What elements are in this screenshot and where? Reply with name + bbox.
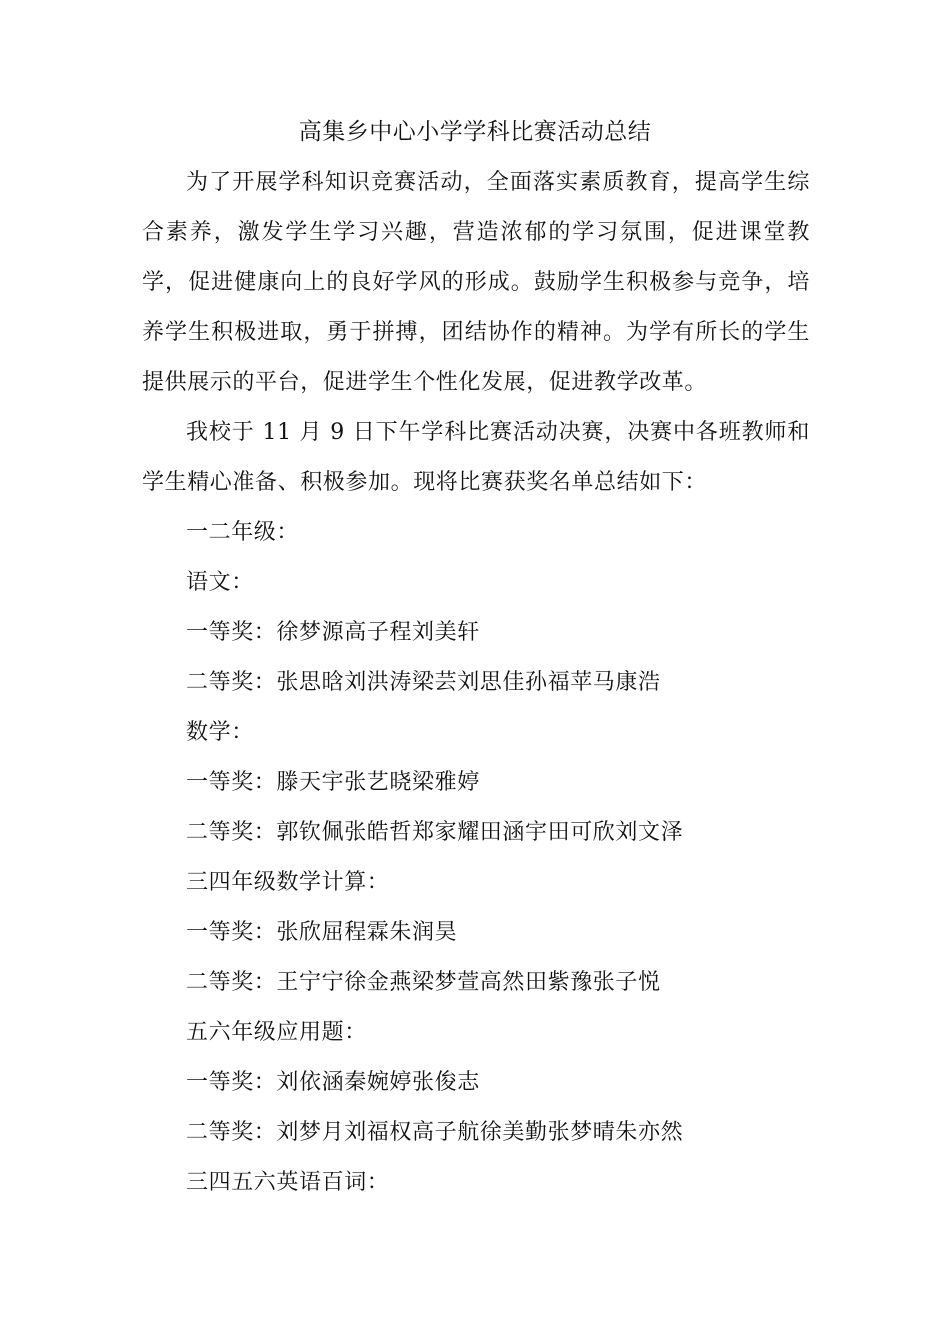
award-line: 二等奖：王宁宁徐金燕梁梦萱高然田紫豫张子悦 <box>186 970 661 995</box>
award-line: 二等奖：郭钦佩张皓哲郑家耀田涵宇田可欣刘文泽 <box>186 820 684 845</box>
document-body <box>142 158 810 1208</box>
award-line: 一等奖：刘依涵秦婉婷张俊志 <box>186 1070 480 1095</box>
award-line: 一等奖：张欣屈程霖朱润昊 <box>186 920 458 945</box>
document-title: 高集乡中心小学学科比赛活动总结 <box>298 119 652 145</box>
subject-heading-chinese: 语文： <box>186 570 254 595</box>
intro-paragraph: 为了开展学科知识竞赛活动，全面落实素质教育，提高学生综合素养，激发学生学习兴趣，营造浓郁的学习氛围，促进课堂教学，促进健康向上的良好学风的形成。鼓励学生积极参与竞争，培养学生积极进取，勇于拼搏，团结协作的精神。为学有所长的学生提供展示的平台，促进学生个性化发展，促进教学改革。 <box>142 170 810 395</box>
award-line: 一等奖：徐梦源高子程刘美轩 <box>186 620 480 645</box>
grade-heading-english: 三四五六英语百词： <box>186 1170 390 1195</box>
award-line: 一等奖：滕天宇张艺晓梁雅婷 <box>186 770 480 795</box>
subject-heading-math: 数学： <box>186 720 254 745</box>
grade-heading-5-6: 五六年级应用题： <box>186 1020 367 1045</box>
award-line: 二等奖：张思晗刘洪涛梁芸刘思佳孙福苹马康浩 <box>186 670 661 695</box>
competition-paragraph: 我校于 11 月 9 日下午学科比赛活动决赛，决赛中各班教师和学生精心准备、积极参加。现将比赛获奖名单总结如下： <box>142 420 810 495</box>
grade-heading-1-2: 一二年级： <box>186 520 300 545</box>
grade-heading-3-4: 三四年级数学计算： <box>186 870 390 895</box>
award-line: 二等奖：刘梦月刘福权高子航徐美勤张梦晴朱亦然 <box>186 1120 684 1145</box>
